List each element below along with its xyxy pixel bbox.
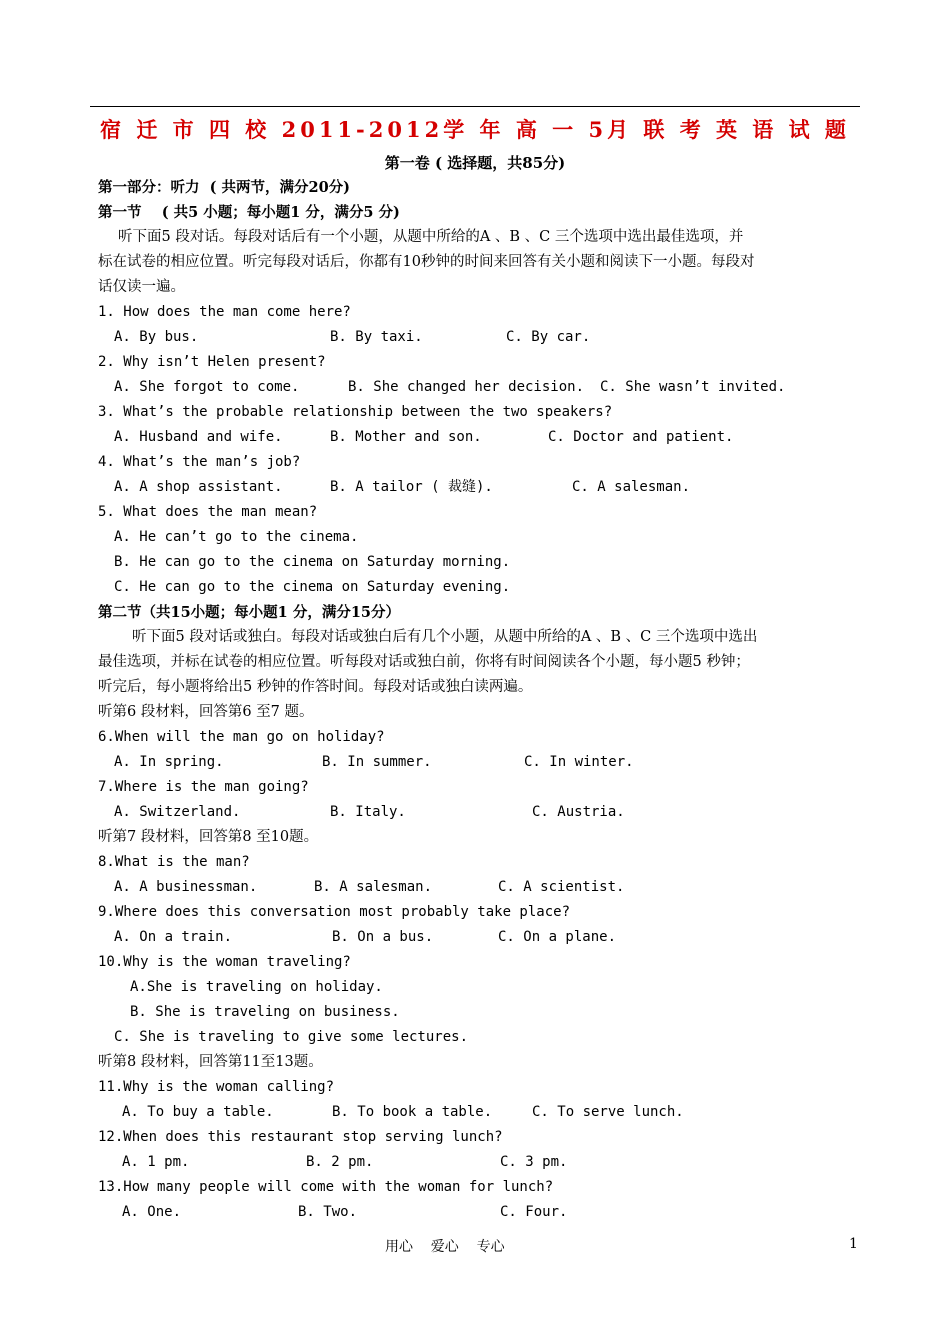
option-c: C. She is traveling to give some lectures.: [114, 1029, 469, 1045]
option-a: A. Husband and wife.: [114, 429, 283, 445]
option-b: B. She changed her decision.: [348, 379, 585, 395]
option-b: B. Mother and son.: [330, 429, 482, 445]
material-8-heading: 听第8 段材料，回答第11至13题。: [98, 1054, 323, 1070]
option-a: A. Switzerland.: [114, 804, 241, 820]
question-6: 6.When will the man go on holiday?: [98, 729, 385, 745]
question-8: 8.What is the man?: [98, 854, 250, 870]
option-b: B. 2 pm.: [306, 1154, 374, 1170]
options-12: [98, 1150, 858, 1175]
option-a: A. On a train.: [114, 929, 233, 945]
option-c: C. On a plane.: [498, 929, 617, 945]
option-a: A. 1 pm.: [122, 1154, 190, 1170]
question-4: 4. What’s the man’s job?: [98, 454, 301, 470]
exam-title: 宿 迁 市 四 校 2011-2012学 年 高 一 5月 联 考 英 语 试 题: [100, 117, 850, 142]
options-13: [98, 1200, 858, 1225]
option-b: B. Italy.: [330, 804, 406, 820]
options-6: [98, 750, 858, 775]
footer-motto: 用心 爱心 专心: [385, 1239, 505, 1255]
part1-heading: 第一部分：听力 ( 共两节，满分20分): [98, 179, 351, 196]
question-7: 7.Where is the man going?: [98, 779, 309, 795]
option-c: C. Doctor and patient.: [548, 429, 734, 445]
volume-subtitle: 第一卷 ( 选择题，共85分): [384, 154, 566, 172]
options-8: [98, 875, 858, 900]
option-c: C. Austria.: [532, 804, 625, 820]
option-c: C. He can go to the cinema on Saturday evening.: [114, 579, 511, 595]
option-b: B. A tailor ( 裁缝).: [330, 479, 493, 495]
question-2: 2. Why isn’t Helen present?: [98, 354, 326, 370]
option-c: C. She wasn’t invited.: [600, 379, 786, 395]
option-c: C. In winter.: [524, 754, 634, 770]
option-b: B. In summer.: [322, 754, 432, 770]
material-6-heading: 听第6 段材料，回答第6 至7 题。: [98, 704, 314, 720]
option-c: C. 3 pm.: [500, 1154, 568, 1170]
option-b: B. On a bus.: [332, 929, 434, 945]
option-a: A. A businessman.: [114, 879, 258, 895]
question-10: 10.Why is the woman traveling?: [98, 954, 351, 970]
options-2: [98, 375, 858, 400]
question-12: 12.When does this restaurant stop serving lunch?: [98, 1129, 503, 1145]
option-c: C. A salesman.: [572, 479, 691, 495]
section2-heading: 第二节（共15小题；每小题1 分，满分15分）: [98, 604, 400, 621]
options-7: [98, 800, 858, 825]
option-c: C. By car.: [506, 329, 591, 345]
options-11: [98, 1100, 858, 1125]
exam-content: [98, 175, 858, 1225]
options-3: [98, 425, 858, 450]
option-c: C. Four.: [500, 1204, 568, 1220]
options-9: [98, 925, 858, 950]
option-a: A. He can’t go to the cinema.: [114, 529, 359, 545]
section2-instructions-line: 最佳选项，并标在试卷的相应位置。听每段对话或独白前，你将有时间阅读各个小题，每小题5 秒钟；: [98, 654, 750, 670]
question-13: 13.How many people will come with the woman for lunch?: [98, 1179, 554, 1195]
option-b: B. She is traveling on business.: [130, 1004, 400, 1020]
option-a: A. By bus.: [114, 329, 199, 345]
option-a: A. To buy a table.: [122, 1104, 274, 1120]
page-number: 1: [849, 1236, 858, 1252]
material-7-heading: 听第7 段材料，回答第8 至10题。: [98, 829, 319, 845]
section1-instructions-line: 话仅读一遍。: [98, 279, 185, 295]
section1-heading: 第一节 ( 共5 小题；每小题1 分，满分5 分): [98, 204, 400, 221]
question-5: 5. What does the man mean?: [98, 504, 318, 520]
header-rule: [90, 106, 860, 107]
section1-instructions-line: 听下面5 段对话。每段对话后有一个小题，从题中所给的A 、B 、C 三个选项中选出最佳选项，并: [118, 229, 744, 245]
option-a: A. In spring.: [114, 754, 224, 770]
section2-instructions-line: 听完后，每小题将给出5 秒钟的作答时间。每段对话或独白读两遍。: [98, 679, 533, 695]
question-1: 1. How does the man come here?: [98, 304, 351, 320]
question-3: 3. What’s the probable relationship between the two speakers?: [98, 404, 613, 420]
options-1: [98, 325, 858, 350]
option-a: A. A shop assistant.: [114, 479, 283, 495]
option-a: A.She is traveling on holiday.: [130, 979, 383, 995]
option-a: A. She forgot to come.: [114, 379, 300, 395]
option-b: B. To book a table.: [332, 1104, 493, 1120]
option-a: A. One.: [122, 1204, 182, 1220]
options-4: [98, 475, 858, 500]
option-c: C. To serve lunch.: [532, 1104, 684, 1120]
option-b: B. Two.: [298, 1204, 358, 1220]
option-b: B. By taxi.: [330, 329, 423, 345]
section2-instructions-line: 听下面5 段对话或独白。每段对话或独白后有几个小题，从题中所给的A 、B 、C 三个选项中选出: [132, 629, 758, 645]
section1-instructions-line: 标在试卷的相应位置。听完每段对话后，你都有10秒钟的时间来回答有关小题和阅读下一小题。每段对: [98, 254, 755, 270]
option-b: B. He can go to the cinema on Saturday morning.: [114, 554, 511, 570]
option-c: C. A scientist.: [498, 879, 625, 895]
question-11: 11.Why is the woman calling?: [98, 1079, 335, 1095]
page-footer: [0, 1236, 950, 1258]
question-9: 9.Where does this conversation most probably take place?: [98, 904, 571, 920]
option-b: B. A salesman.: [314, 879, 433, 895]
